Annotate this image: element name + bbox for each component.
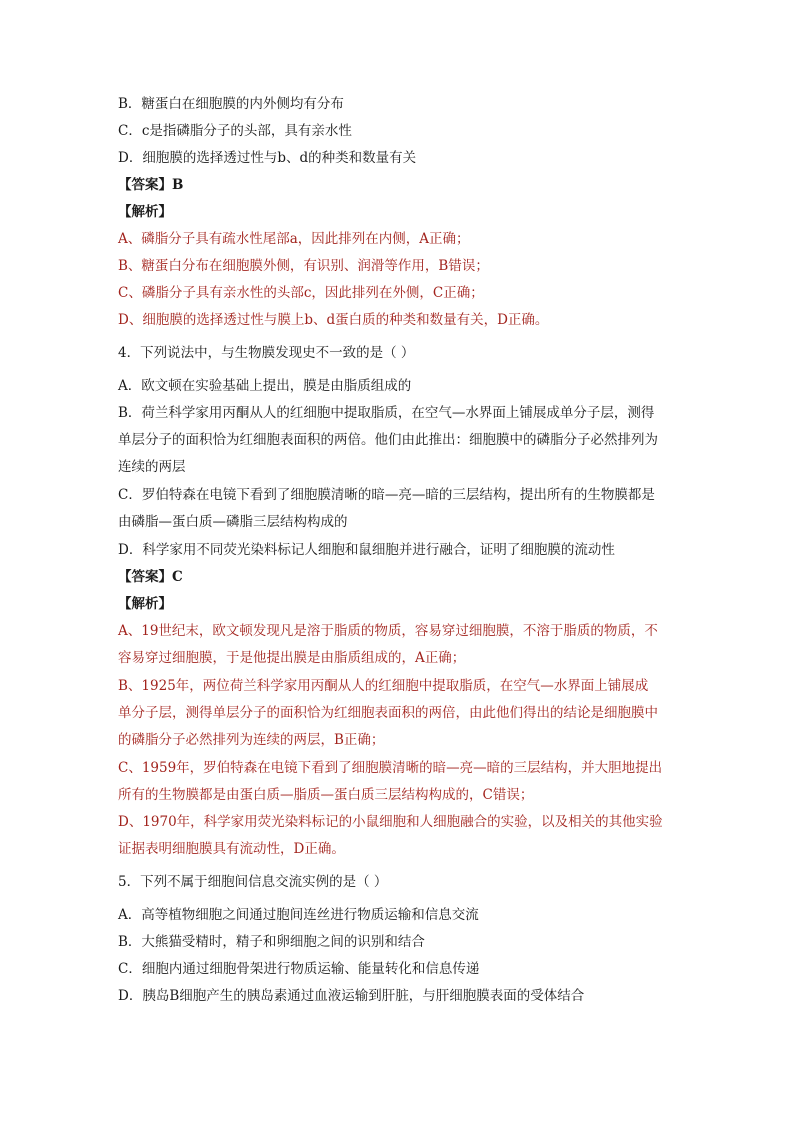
q3-analysis-label: 【解析】	[118, 204, 172, 220]
q5-option-c: C．细胞内通过细胞骨架进行物质运输、能量转化和信息传递	[118, 961, 480, 977]
q4-option-c-line: 由磷脂—蛋白质—磷脂三层结构构成的	[118, 514, 348, 530]
q4-option-b-line: 连续的两层	[118, 459, 186, 475]
q5-stem: 5．下列不属于细胞间信息交流实例的是（ ）	[118, 874, 388, 890]
q5-option-d: D．胰岛B细胞产生的胰岛素通过血液运输到肝脏，与肝细胞膜表面的受体结合	[118, 988, 585, 1004]
q4-analysis-line: C、1959年，罗伯特森在电镜下看到了细胞膜清晰的暗—亮—暗的三层结构，并大胆地提出	[118, 760, 663, 776]
q3-analysis-line: D、细胞膜的选择透过性与膜上b、d蛋白质的种类和数量有关，D正确。	[118, 312, 549, 328]
q4-option-b-line: 单层分子的面积恰为红细胞表面积的两倍。他们由此推出：细胞膜中的磷脂分子必然排列为	[118, 432, 658, 448]
q3-answer: 【答案】B	[118, 177, 184, 193]
q4-analysis-line: A、19世纪末，欧文顿发现凡是溶于脂质的物质，容易穿过细胞膜，不溶于脂质的物质，不	[118, 623, 658, 639]
q4-analysis-line: B、1925年，两位荷兰科学家用丙酮从人的红细胞中提取脂质，在空气—水界面上铺展成	[118, 678, 649, 694]
q4-analysis-label: 【解析】	[118, 596, 172, 612]
q4-option-c-line: C．罗伯特森在电镜下看到了细胞膜清晰的暗—亮—暗的三层结构，提出所有的生物膜都是	[118, 487, 655, 503]
q4-option-d: D．科学家用不同荧光染料标记人细胞和鼠细胞并进行融合，证明了细胞膜的流动性	[118, 542, 615, 558]
q4-stem: 4．下列说法中，与生物膜发现史不一致的是（ ）	[118, 345, 415, 361]
q4-analysis-line: D、1970年，科学家用荧光染料标记的小鼠细胞和人细胞融合的实验，以及相关的其他实验	[118, 814, 663, 830]
q5-option-b: B．大熊猫受精时，精子和卵细胞之间的识别和结合	[118, 934, 425, 950]
q3-option-c: C．c是指磷脂分子的头部，具有亲水性	[118, 123, 352, 139]
q4-analysis-line: 单分子层，测得单层分子的面积恰为红细胞表面积的两倍，由此他们得出的结论是细胞膜中	[118, 705, 658, 721]
q4-option-b-line: B．荷兰科学家用丙酮从人的红细胞中提取脂质，在空气—水界面上铺展成单分子层，测得	[118, 405, 655, 421]
q3-analysis-line: A、磷脂分子具有疏水性尾部a，因此排列在内侧，A正确；	[118, 231, 470, 247]
q4-analysis-line: 所有的生物膜都是由蛋白质—脂质—蛋白质三层结构构成的，C错误；	[118, 787, 534, 803]
q4-option-a: A．欧文顿在实验基础上提出，膜是由脂质组成的	[118, 378, 412, 394]
q3-option-b: B．糖蛋白在细胞膜的内外侧均有分布	[118, 96, 344, 112]
q3-option-d: D．细胞膜的选择透过性与b、d的种类和数量有关	[118, 150, 417, 166]
q5-option-a: A．高等植物细胞之间通过胞间连丝进行物质运输和信息交流	[118, 907, 479, 923]
q4-analysis-line: 证据表明细胞膜具有流动性，D正确。	[118, 841, 345, 857]
q4-answer: 【答案】C	[118, 569, 183, 585]
q3-analysis-line: C、磷脂分子具有亲水性的头部c，因此排列在外侧，C正确；	[118, 285, 484, 301]
q4-analysis-line: 容易穿过细胞膜，于是他提出膜是由脂质组成的，A正确；	[118, 650, 466, 666]
q4-analysis-line: 的磷脂分子必然排列为连续的两层，B正确；	[118, 732, 385, 748]
q3-analysis-line: B、糖蛋白分布在细胞膜外侧，有识别、润滑等作用，B错误；	[118, 258, 489, 274]
